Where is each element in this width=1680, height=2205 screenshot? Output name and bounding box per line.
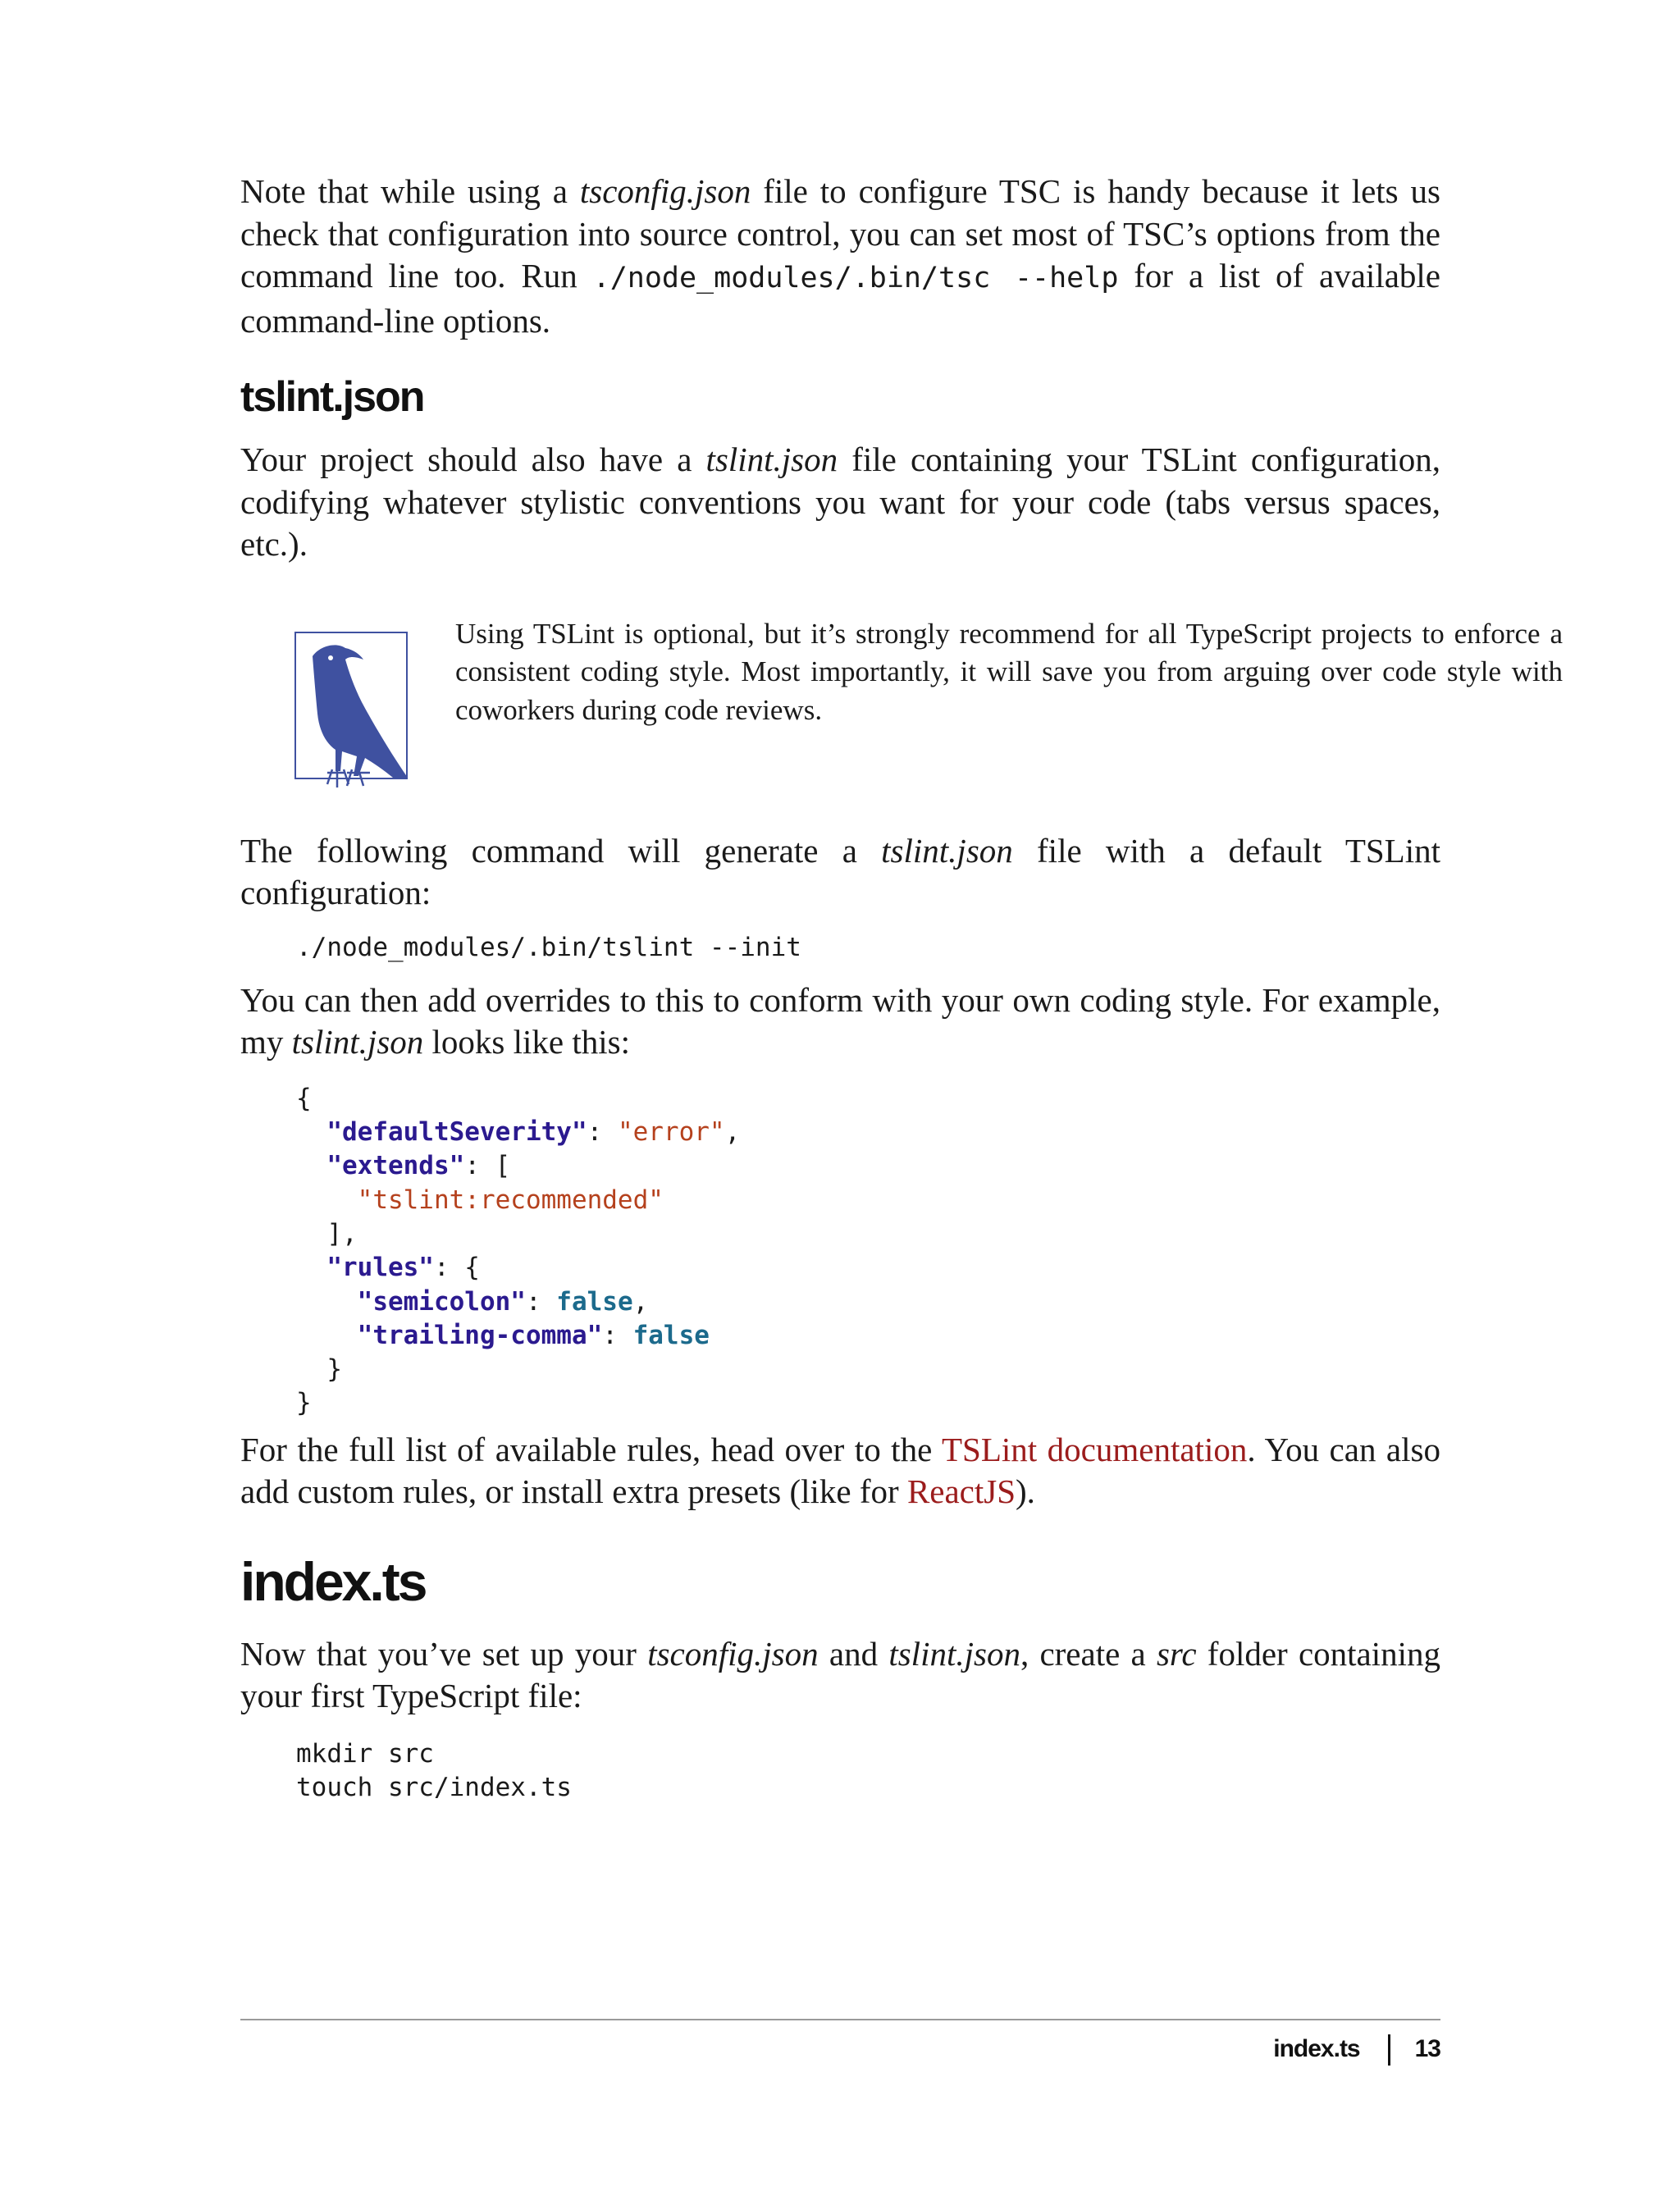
running-footer-section: index.ts [1273, 2035, 1360, 2062]
code-token: { [296, 1083, 312, 1113]
json-string: "error" [617, 1117, 725, 1148]
json-key: "semicolon" [357, 1286, 526, 1317]
text: file to configure TSC is handy because it lets us check that configuration into source control, you can set most of TSC’s options from the command line too. Run [240, 172, 1440, 294]
text: Your project should also have a [240, 441, 706, 478]
filename: tslint.json [888, 1634, 1020, 1673]
text: , create a [1020, 1634, 1157, 1673]
section-heading-index: index.ts [240, 1550, 426, 1612]
text: file containing your TSLint configuration, codifying whatever stylistic conventions you want for your code (tabs versus spaces, etc.). [240, 441, 1440, 563]
folder-name: src [1156, 1634, 1197, 1673]
filename: tslint.json [291, 1023, 424, 1061]
text: file with a default TSLint configuration: [240, 831, 1440, 911]
json-boolean: false [632, 1320, 710, 1350]
note-text: Using TSLint is optional, but it’s strongly recommend for all TypeScript projects to enforce a consistent coding style. Most importantly, it will save you from arguing over code style with coworkers during code reviews. [455, 617, 1563, 726]
code-block-tslint-json: { "defaultSeverity": "error", "extends": [ "tslint:recommended" ], "rules": { "semicolon": false, "trailing-comma": false } } [296, 1083, 741, 1418]
text: . You can also add custom rules, or install extra presets (like for [240, 1430, 1440, 1511]
json-key: "extends" [326, 1151, 465, 1181]
text: ). [1016, 1472, 1035, 1511]
filename: tslint.json [881, 831, 1013, 870]
code-line: mkdir src [296, 1738, 434, 1769]
code-block-mkdir [240, 1737, 1440, 1806]
paragraph-tsconfig-cli [240, 171, 1440, 342]
code-line: touch src/index.ts [296, 1773, 572, 1803]
text: looks like this: [423, 1023, 630, 1061]
json-boolean: false [556, 1286, 633, 1317]
crow-icon [294, 632, 409, 792]
text: for a list of available command-line options. [240, 257, 1440, 340]
inline-code: ./node_modules/.bin/tsc --help [592, 262, 1119, 294]
page-content [240, 171, 1563, 1805]
tslint-documentation-link[interactable]: TSLint documentation [942, 1430, 1248, 1468]
text: Now that you’ve set up your [240, 1634, 648, 1673]
paragraph-rules-docs [240, 1429, 1440, 1513]
text: You can then add overrides to this to conform with your own coding style. For example, my [240, 980, 1440, 1061]
text: folder containing your first TypeScript file: [240, 1634, 1441, 1715]
json-key: "rules" [326, 1253, 434, 1283]
paragraph-overrides [240, 979, 1440, 1064]
json-key: "defaultSeverity" [326, 1117, 587, 1148]
text: For the full list of available rules, head over to the [240, 1430, 943, 1468]
text: Note that while using a [240, 172, 580, 210]
filename: tslint.json [705, 441, 838, 478]
json-string: "tslint:recommended" [357, 1185, 664, 1215]
footer-separator [1388, 2034, 1390, 2066]
paragraph-tslint-intro [240, 439, 1440, 566]
page-footer [1273, 2033, 1440, 2066]
tip-note [240, 615, 1563, 779]
filename: tsconfig.json [579, 172, 751, 210]
code-token: } [296, 1388, 312, 1418]
footer-divider [240, 2019, 1440, 2020]
text: The following command will generate a [240, 831, 882, 870]
text: and [818, 1634, 889, 1673]
filename: tsconfig.json [647, 1634, 819, 1673]
paragraph-create-src [240, 1633, 1440, 1718]
page-number: 13 [1414, 2035, 1440, 2062]
section-heading-tslint: tslint.json [240, 373, 424, 421]
paragraph-generate-command [240, 830, 1440, 915]
json-key: "trailing-comma" [357, 1320, 603, 1350]
code-block-tslint-init: ./node_modules/.bin/tslint --init [296, 932, 801, 962]
reactjs-link[interactable]: ReactJS [906, 1472, 1016, 1511]
